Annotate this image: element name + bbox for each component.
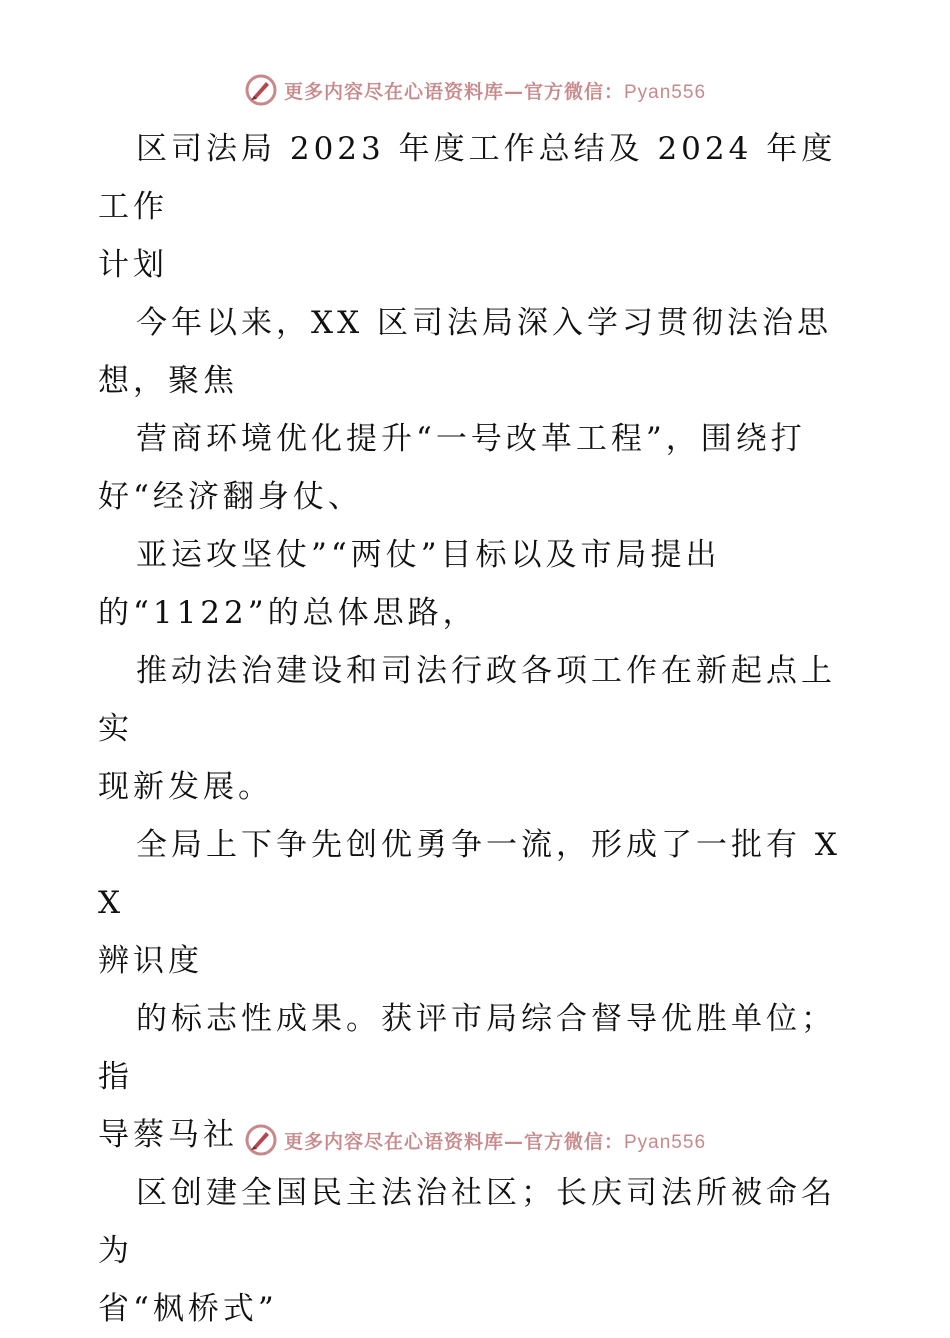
paragraph: 今年以来，XX 区司法局深入学习贯彻法治思 想，聚焦 — [98, 305, 832, 399]
paragraph: 区创建全国民主法治社区；长庆司法所被命名为 省“枫桥式” — [98, 1175, 836, 1327]
watermark-text: 更多内容尽在心语资料库—官方微信：Pyan556 — [283, 80, 707, 103]
watermark-wechat-id: Pyan556 — [624, 1131, 707, 1153]
paragraph: 推动法治建设和司法行政各项工作在新起点上实 现新发展。 — [98, 653, 836, 805]
brush-logo-icon — [244, 73, 278, 107]
paragraph: 亚运攻坚仗”“两仗”目标以及市局提出 的“1122”的总体思路， — [98, 537, 721, 631]
footer-watermark — [0, 1120, 950, 1160]
watermark-text: 更多内容尽在心语资料库—官方微信：Pyan556 — [283, 1130, 707, 1153]
header-watermark — [0, 70, 950, 110]
paragraph: 全局上下争先创优勇争一流，形成了一批有 XX 辨识度 — [98, 827, 841, 979]
document-title: 区司法局 2023 年度工作总结及 2024 年度工作 计划 — [98, 131, 837, 283]
watermark-wechat-id: Pyan556 — [624, 81, 707, 103]
paragraph: 的标志性成果。获评市局综合督导优胜单位；指 导蔡马社 — [98, 1001, 836, 1153]
brush-logo-icon — [244, 1123, 278, 1157]
paragraph: 营商环境优化提升“一号改革工程”，围绕打 好“经济翻身仗、 — [98, 421, 806, 515]
